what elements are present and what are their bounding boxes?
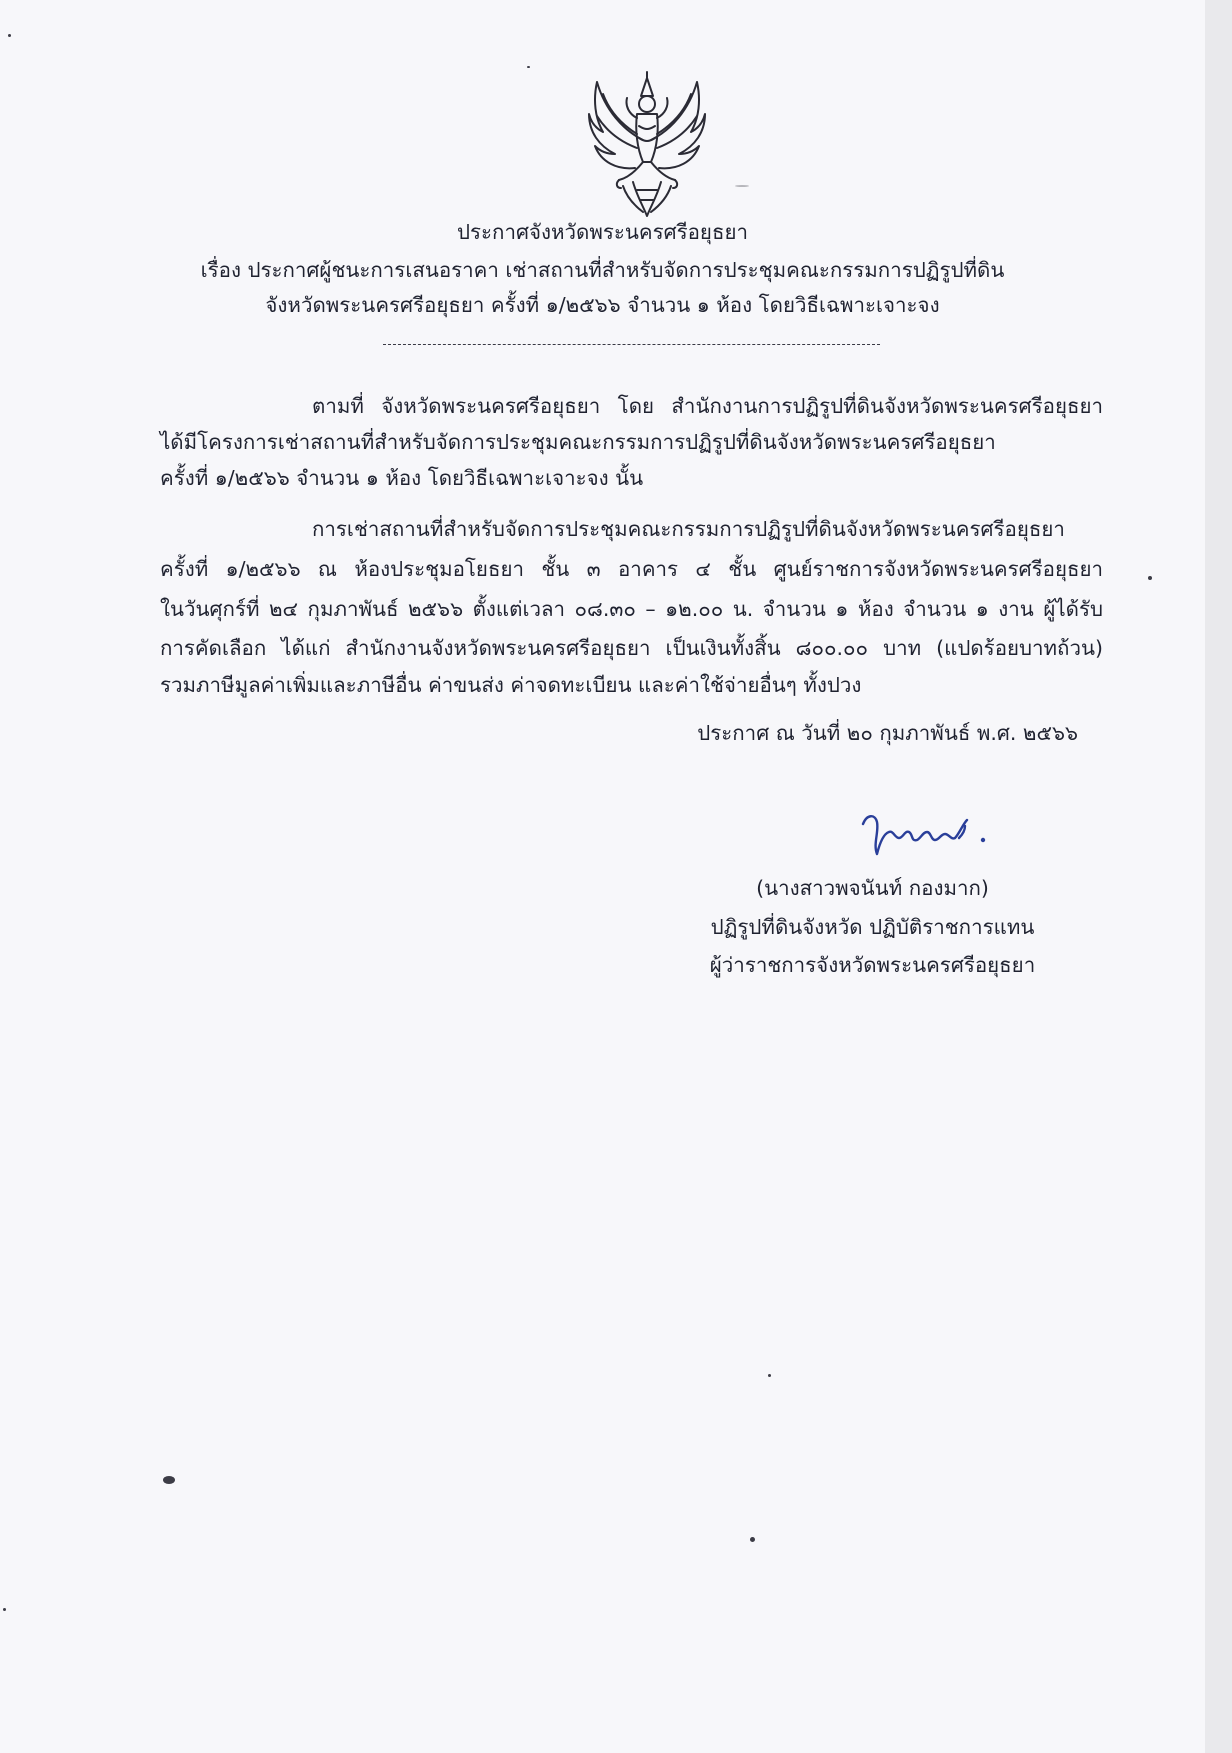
document-title: ประกาศจังหวัดพระนครศรีอยุธยา — [457, 220, 748, 244]
paragraph2-line5: รวมภาษีมูลค่าเพิ่มและภาษีอื่น ค่าขนส่ง ค่าจดทะเบียน และค่าใช้จ่ายอื่นๆ ทั้งปวง — [160, 673, 862, 697]
heading-separator — [383, 344, 880, 345]
subject-line-1: เรื่อง ประกาศผู้ชนะการเสนอราคา เช่าสถานที่สำหรับจัดการประชุมคณะกรรมการปฏิรูปที่ดิน — [200, 258, 1005, 282]
paragraph2-line4: การคัดเลือก ได้แก่ สำนักงานจังหวัดพระนครศรีอยุธยา เป็นเงินทั้งสิ้น ๘๐๐.๐๐ บาท (แปดร้อยบาทถ้วน) — [160, 636, 1103, 660]
scan-speck — [750, 1537, 755, 1542]
scan-speck — [3, 1608, 6, 1611]
scan-speck — [527, 66, 530, 68]
scan-speck — [768, 1374, 771, 1377]
announce-date: ประกาศ ณ วันที่ ๒๐ กุมภาพันธ์ พ.ศ. ๒๕๖๖ — [697, 721, 1078, 745]
signatory-name: (นางสาวพจนันท์ กองมาก) — [756, 876, 989, 900]
signatory-position-2: ผู้ว่าราชการจังหวัดพระนครศรีอยุธยา — [709, 953, 1036, 977]
paragraph1-line1: ตามที่ จังหวัดพระนครศรีอยุธยา โดย สำนักงานการปฏิรูปที่ดินจังหวัดพระนครศรีอยุธยา — [312, 394, 1103, 418]
scan-speck — [8, 34, 11, 37]
signatory-position-1: ปฏิรูปที่ดินจังหวัด ปฏิบัติราชการแทน — [710, 915, 1035, 939]
paragraph2-line1: การเช่าสถานที่สำหรับจัดการประชุมคณะกรรมการปฏิรูปที่ดินจังหวัดพระนครศรีอยุธยา — [312, 517, 1065, 541]
subject-line-2: จังหวัดพระนครศรีอยุธยา ครั้งที่ ๑/๒๕๖๖ จำนวน ๑ ห้อง โดยวิธีเฉพาะเจาะจง — [265, 293, 940, 317]
scan-speck — [1148, 576, 1152, 580]
scan-speck — [735, 185, 749, 187]
scan-speck — [163, 1476, 175, 1484]
paragraph2-line3: ในวันศุกร์ที่ ๒๔ กุมภาพันธ์ ๒๕๖๖ ตั้งแต่เวลา ๐๘.๓๐ – ๑๒.๐๐ น. จำนวน ๑ ห้อง จำนวน ๑ งาน ผู้ได้รับ — [160, 597, 1103, 621]
paragraph1-line2: ได้มีโครงการเช่าสถานที่สำหรับจัดการประชุมคณะกรรมการปฏิรูปที่ดินจังหวัดพระนครศรีอยุธยา — [160, 430, 996, 454]
paragraph1-line3: ครั้งที่ ๑/๒๕๖๖ จำนวน ๑ ห้อง โดยวิธีเฉพาะเจาะจง นั้น — [160, 466, 644, 490]
garuda-emblem-icon — [583, 70, 711, 220]
paragraph2-line2: ครั้งที่ ๑/๒๕๖๖ ณ ห้องประชุมอโยธยา ชั้น ๓ อาคาร ๔ ชั้น ศูนย์ราชการจังหวัดพระนครศรีอยุธยา — [160, 557, 1103, 581]
handwritten-signature — [855, 804, 995, 864]
